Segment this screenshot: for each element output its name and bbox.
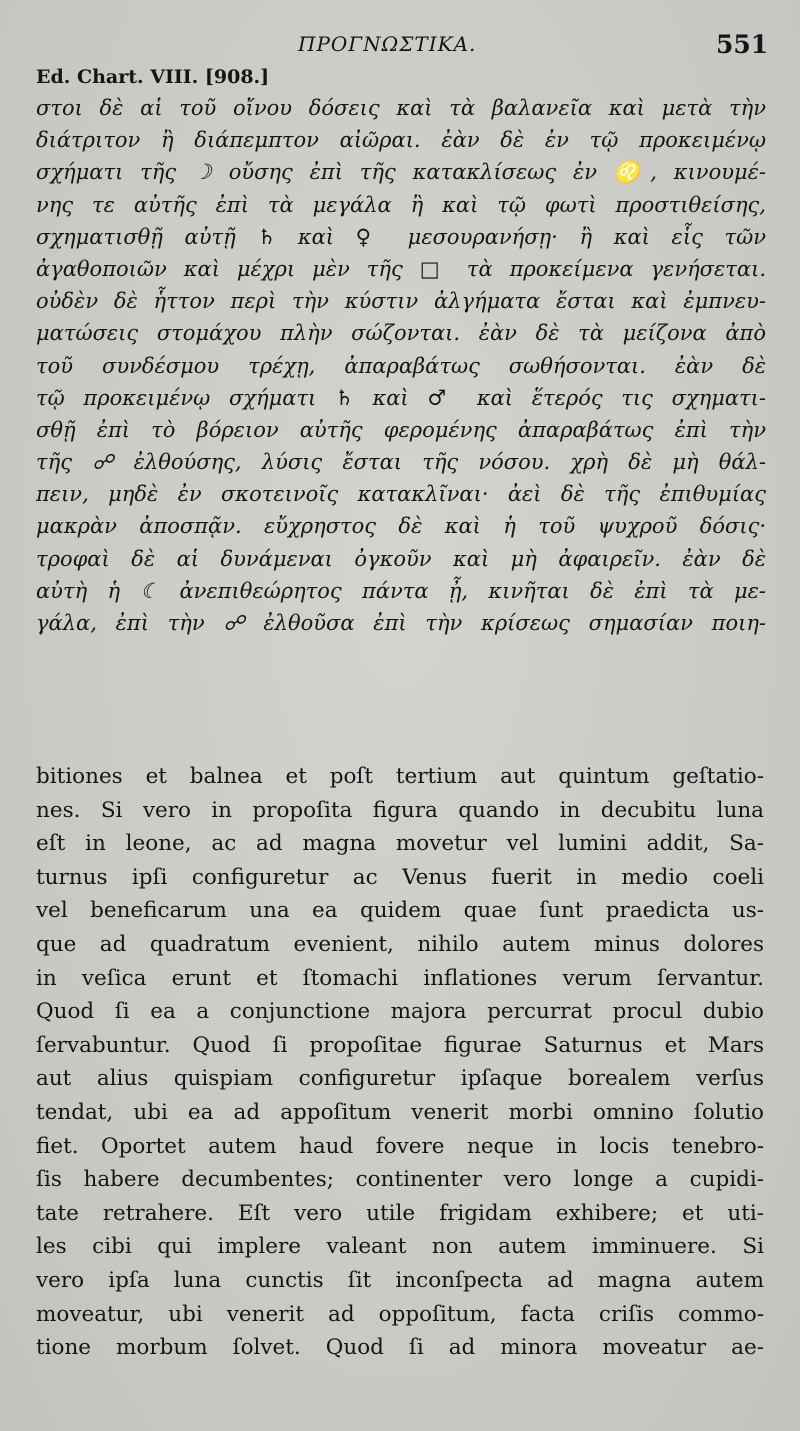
latin-line: vel beneficarum una ea quidem quae ſunt praedicta us- bbox=[36, 898, 764, 924]
page-header bbox=[0, 28, 800, 68]
greek-line: σχήματι τῆς ☽ οὔσης ἐπὶ τῆς κατακλίσεως ἐν ♌, κινουμέ- bbox=[36, 160, 766, 185]
latin-line: bitiones et balnea et poſt tertium aut quintum geſtatio- bbox=[36, 764, 764, 789]
greek-line: ἀγαθοποιῶν καὶ μέχρι μὲν τῆς □ τὰ προκείμενα γενήσεται. bbox=[36, 256, 766, 281]
page-number: 551 bbox=[716, 30, 769, 59]
running-title: ΠΡΟΓΝΩΣΤΙΚΑ. bbox=[298, 32, 477, 56]
greek-line: στοι δὲ αἱ τοῦ οἴνου δόσεις καὶ τὰ βαλανεῖα καὶ μετὰ τὴν bbox=[36, 96, 766, 120]
latin-line: in veſica erunt et ſtomachi inflationes verum ſervantur. bbox=[36, 965, 764, 991]
greek-line: πειν, μηδὲ ἐν σκοτεινοῖς κατακλῖναι· ἀεὶ δὲ τῆς ἐπιθυμίας bbox=[36, 482, 766, 507]
latin-line: fiet. Oportet autem haud fovere neque in locis tenebro- bbox=[36, 1133, 764, 1159]
greek-line: σθῇ ἐπὶ τὸ βόρειον αὐτῆς φερομένης ἀπαραβάτως ἐπὶ τὴν bbox=[36, 417, 766, 442]
latin-line: Quod ſi ea a conjunctione majora percurrat procul dubio bbox=[36, 999, 764, 1025]
latin-line: vero ipſa luna cunctis ſit inconſpecta ad magna autem bbox=[36, 1267, 764, 1293]
greek-line: ματώσεις στομάχου πλὴν σώζονται. ἐὰν δὲ τὰ μείζονα ἀπὸ bbox=[36, 321, 766, 346]
greek-line: διάτριτον ἢ διάπεμπτον αἰῶραι. ἐὰν δὲ ἐν τῷ προκειμένῳ bbox=[36, 128, 766, 153]
latin-line: turnus ipſi configuretur ac Venus fuerit in medio coeli bbox=[36, 864, 764, 890]
edition-reference: Ed. Chart. VIII. [908.] bbox=[36, 66, 270, 88]
latin-line: tione morbum ſolvet. Quod ſi ad minora moveatur ae- bbox=[36, 1335, 764, 1361]
latin-line: tendat, ubi ea ad appoſitum venerit morbi omnino ſolutio bbox=[36, 1099, 764, 1125]
latin-text-block bbox=[36, 760, 764, 1365]
latin-line: les cibi qui implere valeant non autem imminuere. Si bbox=[36, 1234, 764, 1260]
latin-line: nes. Si vero in propoſita figura quando in decubitu luna bbox=[36, 797, 764, 823]
greek-line: τοῦ συνδέσμου τρέχῃ, ἀπαραβάτως σωθήσονται. ἐὰν δὲ bbox=[36, 353, 766, 378]
greek-line: τῆς ☍ ἐλθούσης, λύσις ἔσται τῆς νόσου. χρὴ δὲ μὴ θάλ- bbox=[36, 450, 766, 475]
greek-line: τῷ προκειμένῳ σχήματι ♄ καὶ ♂ καὶ ἕτερός τις σχηματι- bbox=[36, 385, 766, 410]
greek-line: γάλα, ἐπὶ τὴν ☍ ἐλθοῦσα ἐπὶ τὴν κρίσεως σημασίαν ποιη- bbox=[36, 611, 766, 635]
greek-line: σχηματισθῇ αὐτῇ ♄ καὶ ♀ μεσουρανήσῃ· ἢ καὶ εἷς τῶν bbox=[36, 224, 766, 249]
latin-line: que ad quadratum evenient, nihilo autem minus dolores bbox=[36, 931, 764, 957]
latin-line: aut alius quispiam configuretur ipſaque borealem verſus bbox=[36, 1066, 764, 1092]
greek-line: μακρὰν ἀποσπᾷν. εὔχρηστος δὲ καὶ ἡ τοῦ ψυχροῦ δόσις· bbox=[36, 514, 766, 539]
greek-line: νης τε αὐτῆς ἐπὶ τὰ μεγάλα ἢ καὶ τῷ φωτὶ προστιθείσης, bbox=[36, 192, 766, 217]
latin-line: ſervabuntur. Quod ſi propoſitae figurae Saturnus et Mars bbox=[36, 1032, 764, 1058]
latin-line: moveatur, ubi venerit ad oppoſitum, facta criſis commo- bbox=[36, 1301, 764, 1327]
greek-line: τροφαὶ δὲ αἱ δυνάμεναι ὀγκοῦν καὶ μὴ ἀφαιρεῖν. ἐὰν δὲ bbox=[36, 546, 766, 571]
greek-line: οὐδὲν δὲ ἧττον περὶ τὴν κύστιν ἀλγήματα ἔσται καὶ ἐμπνευ- bbox=[36, 289, 766, 314]
greek-text-block bbox=[36, 92, 766, 639]
latin-line: tate retrahere. Eſt vero utile frigidam exhibere; et uti- bbox=[36, 1200, 764, 1226]
latin-line: eſt in leone, ac ad magna movetur vel lumini addit, Sa- bbox=[36, 831, 764, 857]
greek-line: αὐτὴ ἡ ☾ ἀνεπιθεώρητος πάντα ᾖ, κινῆται δὲ ἐπὶ τὰ με- bbox=[36, 578, 766, 603]
latin-line: ſis habere decumbentes; continenter vero longe a cupidi- bbox=[36, 1167, 764, 1193]
